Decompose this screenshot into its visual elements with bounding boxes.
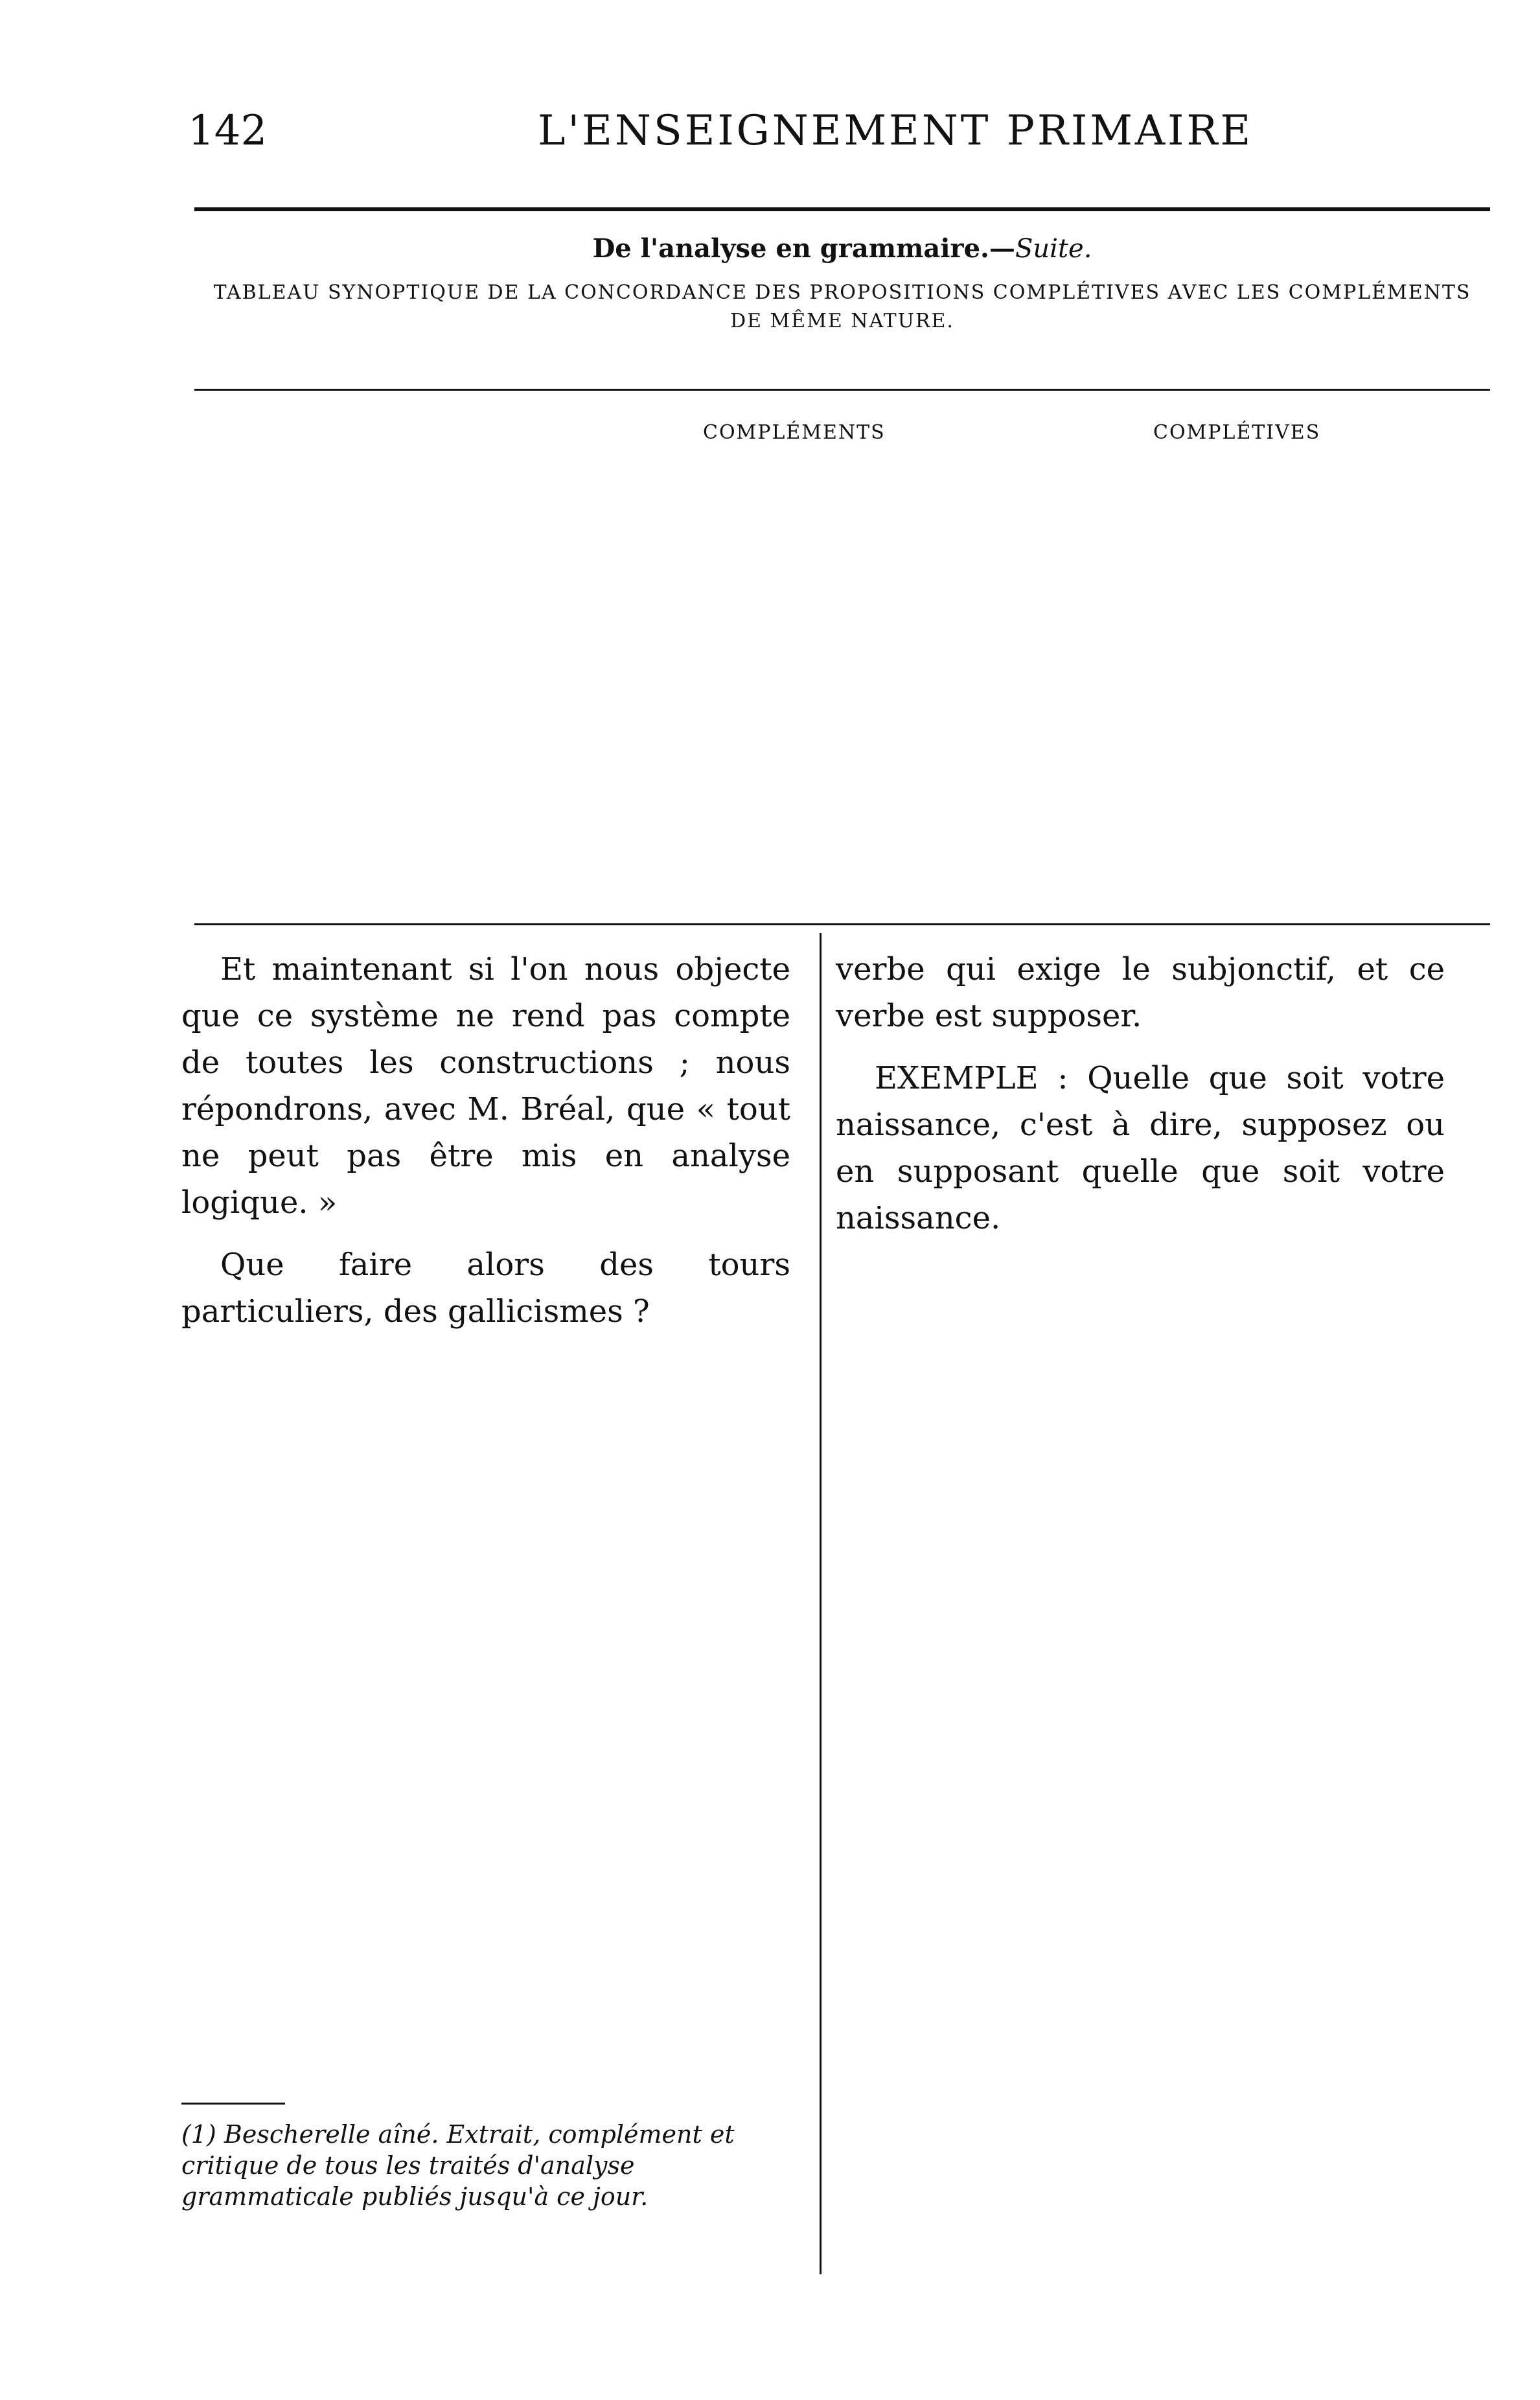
left-paragraph: Et maintenant si l'on nous objecte que ce système ne rend pas compte de toutes les constructions ; nous répondrons, avec M. Bréal, que « tout ne peut pas être mis en analyse logique. »: [181, 951, 790, 1221]
right-paragraph: EXEMPLE : Quelle que soit votre naissance, c'est à dire, supposez ou en supposant quelle que soit votre naissance.: [836, 1060, 1445, 1236]
left-paragraph: Que faire alors des tours particuliers, des gallicismes ?: [181, 1247, 790, 1330]
page-number: 142: [188, 107, 268, 155]
right-column: [836, 946, 1445, 1241]
header-rule: [194, 207, 1490, 211]
running-title: L'ENSEIGNEMENT PRIMAIRE: [538, 107, 1254, 155]
left-column: [181, 946, 790, 1335]
table-caption: TABLEAU SYNOPTIQUE DE LA CONCORDANCE DES PROPOSITIONS COMPLÉTIVES AVEC LES COMPLÉMENTS DE MÊME NATURE.: [213, 281, 1471, 332]
col-header-complements: COMPLÉMENTS: [703, 421, 886, 444]
page-header: [188, 107, 1490, 185]
col-header-completives: COMPLÉTIVES: [1153, 421, 1321, 444]
column-divider: [820, 933, 822, 2274]
table-bottom-rule: [194, 923, 1490, 925]
right-paragraph: verbe qui exige le subjonctif, et ce verbe est supposer.: [836, 951, 1445, 1034]
footnote-rule: [181, 2103, 285, 2105]
footnote: (1) Bescherelle aîné. Extrait, complément et critique de tous les traités d'analyse grammaticale publiés jusqu'à ce jour.: [181, 2120, 735, 2211]
table-top-rule: [194, 389, 1490, 391]
section-title: De l'analyse en grammaire.—Suite.: [592, 233, 1092, 264]
